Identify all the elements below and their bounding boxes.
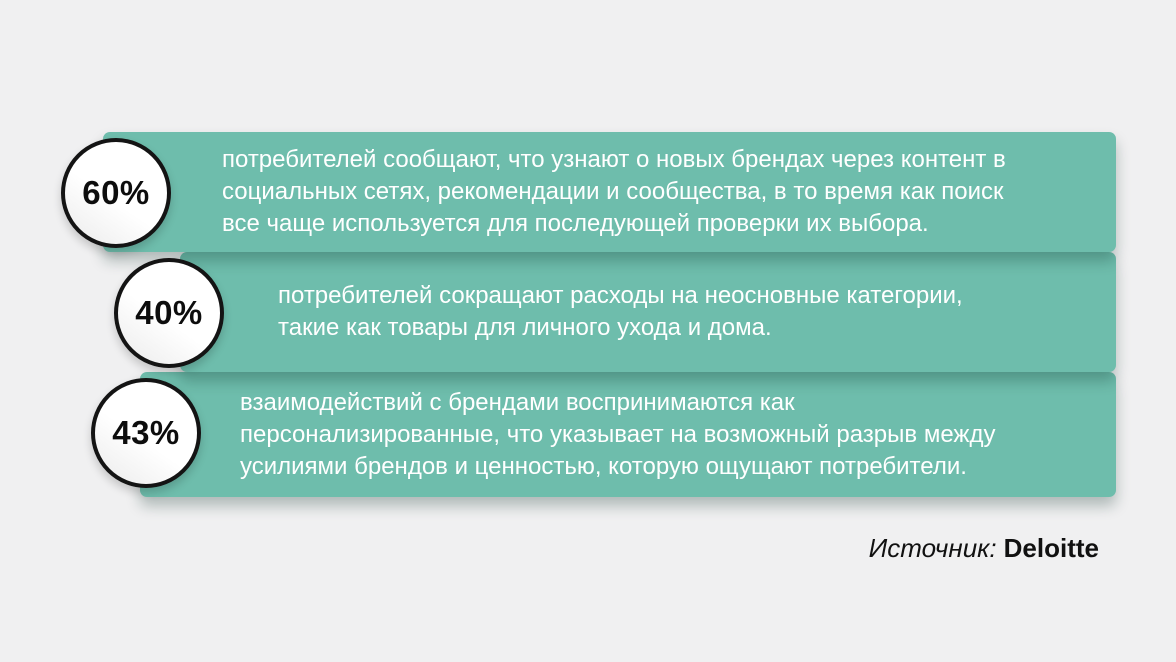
stat-3-line-1: взаимодействий с брендами воспринимаются как <box>240 388 795 416</box>
stat-1-line-3: все чаще используется для последующей проверки их выбора. <box>222 210 929 237</box>
stat-3-line-2: персонализированные, что указывает на возможный разрыв между <box>240 420 996 448</box>
stat-2-line-1: потребителей сокращают расходы на неосновные категории, <box>278 282 963 309</box>
percent-label-40: 40% <box>135 294 203 331</box>
percent-label-43: 43% <box>112 414 180 451</box>
stat-circle-43-percent <box>91 378 201 488</box>
stat-circle-60-percent <box>61 138 171 248</box>
source-credit <box>869 533 1099 563</box>
stat-circle-40-percent <box>114 258 224 368</box>
stat-3-line-3: усилиями брендов и ценностью, которую ощущают потребители. <box>240 452 967 480</box>
stat-bar-2 <box>180 252 1116 372</box>
source-value: Deloitte <box>1003 533 1099 563</box>
source-label: Источник: <box>868 533 997 563</box>
stat-1-line-2: социальных сетях, рекомендации и сообщества, в то время как поиск <box>222 178 1004 205</box>
stat-bar-3 <box>140 372 1116 497</box>
stat-1-line-1: потребителей сообщают, что узнают о новых брендах через контент в <box>222 146 1006 173</box>
percent-label-60: 60% <box>82 174 150 211</box>
stat-2-line-2: такие как товары для личного ухода и дома. <box>278 314 772 341</box>
stat-bar-1 <box>103 132 1116 252</box>
